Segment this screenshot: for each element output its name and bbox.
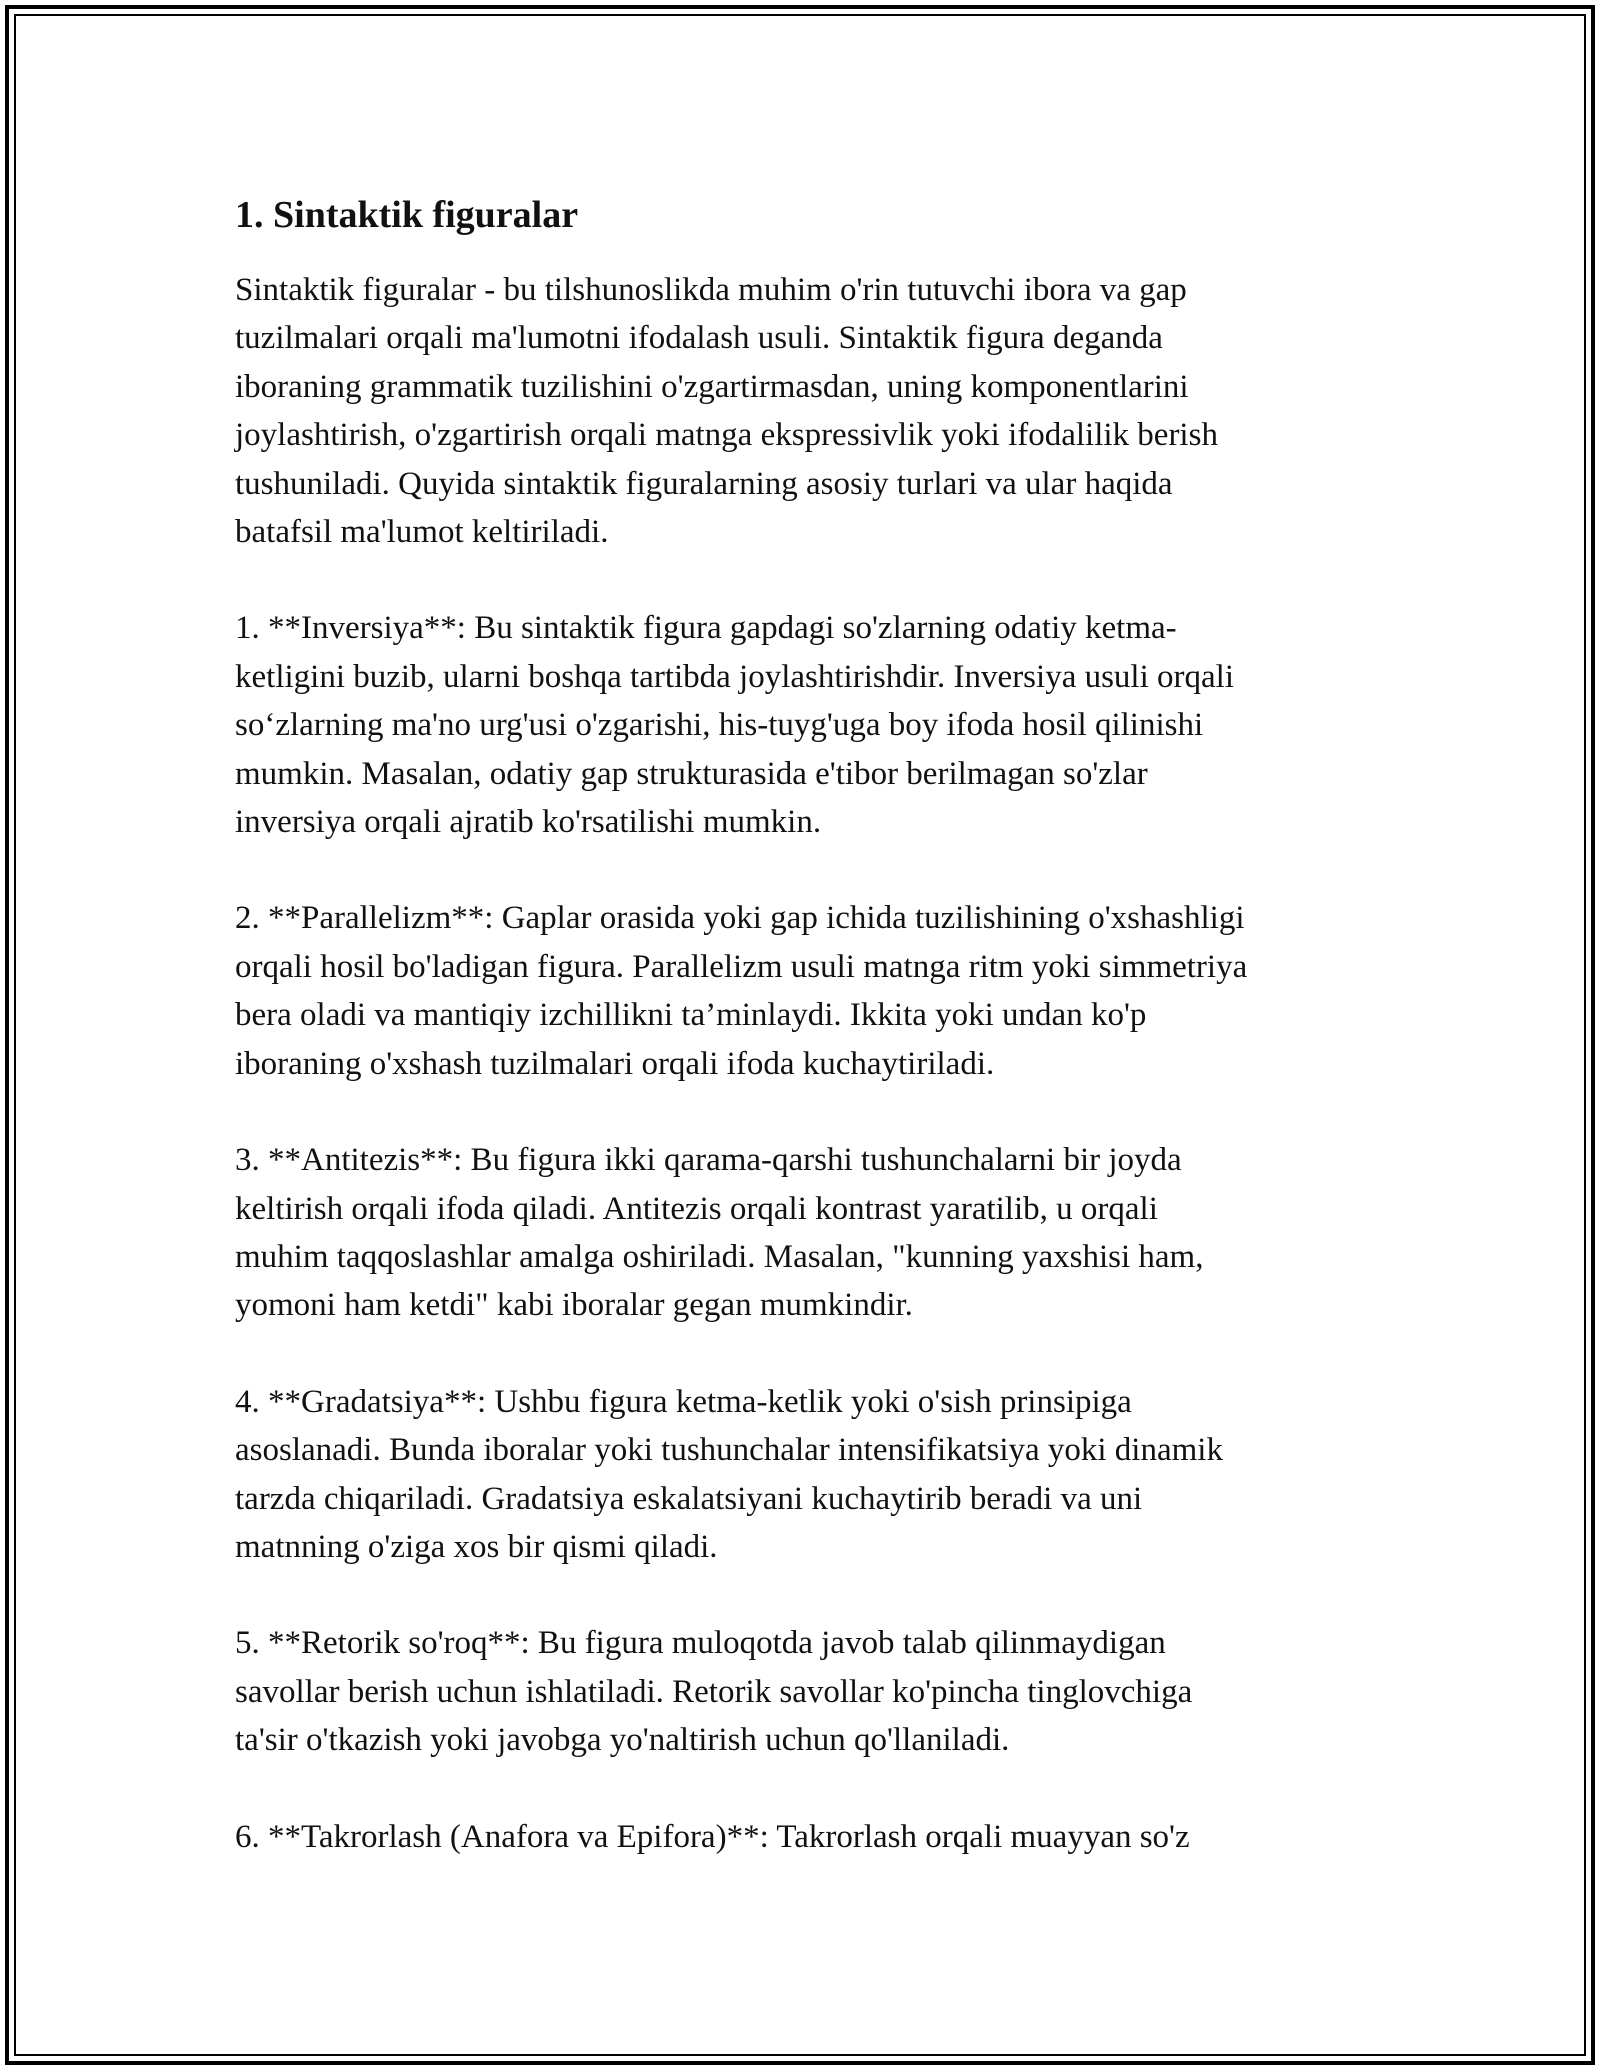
intro-paragraph: Sintaktik figuralar - bu tilshunoslikda muhim o'rin tutuvchi ibora va gap tuzilmalari orqali ma'lumotni ifodalash usuli. Sintaktik figura deganda iboraning grammatik tuzilishini o'zgartirmasdan, uning komponentlarini joylashtirish, o'zgartirish orqali matnga ekspressivlik yoki ifodalilik berish tushuniladi. Quyida sintaktik figuralarning asosiy turlari va ular haqida batafsil ma'lumot keltiriladi.	[235, 272, 1218, 551]
document-body	[235, 186, 1370, 1861]
paragraph-inversiya: 1. **Inversiya**: Bu sintaktik figura gapdagi so'zlarning odatiy ketma- ketligini buzib, ularni boshqa tartibda joylashtirishdir. Inversiya usuli orqali so‘zlarning ma'no urg'usi o'zgarishi, his-tuyg'uga boy ifoda hosil qilinishi mumkin. Masalan, odatiy gap strukturasida e'tibor berilmagan so'zlar inversiya orqali ajratib ko'rsatilishi mumkin.	[235, 610, 1234, 841]
paragraph-gradatsiya: 4. **Gradatsiya**: Ushbu figura ketma-ketlik yoki o'sish prinsipiga asoslanadi. Bunda iboralar yoki tushunchalar intensifikatsiya yoki dinamik tarzda chiqariladi. Gradatsiya eskalatsiyani kuchaytirib beradi va uni matnning o'ziga xos bir qismi qiladi.	[235, 1383, 1223, 1565]
paragraph-retorik-soroq: 5. **Retorik so'roq**: Bu figura muloqotda javob talab qilinmaydigan savollar berish uchun ishlatiladi. Retorik savollar ko'pincha tinglovchiga ta'sir o'tkazish yoki javobga yo'naltirish uchun qo'llaniladi.	[235, 1625, 1193, 1759]
paragraph-parallelizm: 2. **Parallelizm**: Gaplar orasida yoki gap ichida tuzilishining o'xshashligi orqali hosil bo'ladigan figura. Parallelizm usuli matnga ritm yoki simmetriya bera oladi va mantiqiy izchillikni ta’minlaydi. Ikkita yoki undan ko'p iboraning o'xshash tuzilmalari orqali ifoda kuchaytiriladi.	[235, 900, 1248, 1082]
section-heading: 1. Sintaktik figuralar	[235, 194, 579, 236]
paragraph-takrorlash: 6. **Takrorlash (Anafora va Epifora)**: Takrorlash orqali muayyan so'z	[235, 1818, 1190, 1855]
paragraph-antitezis: 3. **Antitezis**: Bu figura ikki qarama-qarshi tushunchalarni bir joyda keltirish orqali ifoda qiladi. Antitezis orqali kontrast yaratilib, u orqali muhim taqqoslashlar amalga oshiriladi. Masalan, "kunning yaxshisi ham, yomoni ham ketdi" kabi iboralar gegan mumkindir.	[235, 1142, 1204, 1324]
